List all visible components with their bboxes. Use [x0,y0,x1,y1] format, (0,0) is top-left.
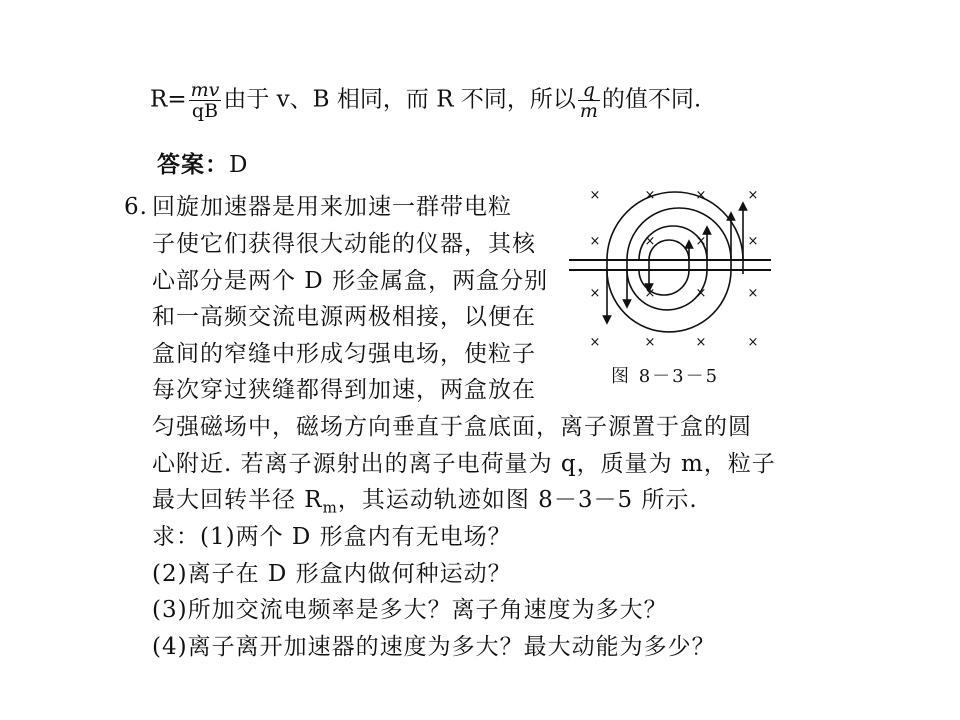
fraction-denominator: m [579,100,598,122]
problem-line [152,485,698,523]
field-mark: × [644,335,656,350]
problem-line: 匀强磁场中，磁场方向垂直于盒底面，离子源置于盒的圆 [152,414,752,440]
field-mark: × [644,286,656,301]
field-mark: × [589,234,601,249]
fraction-numerator: mv [190,79,220,101]
problem-line: 每次穿过狭缝都得到加速，两盒放在 [152,377,536,403]
formula-text-mid: 由于 v、B 相同，而 R 不同，所以 [223,86,576,113]
rm-subscript: m [322,498,338,517]
fraction-denominator: qB [189,100,222,121]
field-mark: × [589,188,601,203]
field-mark: × [747,335,759,350]
question-2: (2)离子在 D 形盒内做何种运动？ [152,561,512,587]
answer-value: D [229,152,249,178]
cyclotron-diagram [565,184,775,384]
figure-caption: 图 8－3－5 [611,366,720,387]
formula-text-end: 的值不同. [601,86,702,113]
field-mark: × [589,335,601,350]
fraction-q-over-m [578,80,600,121]
problem-line: 子使它们获得很大动能的仪器，其核 [152,231,536,257]
problem-line: 和一高频交流电源两极相接，以便在 [152,304,536,330]
field-mark: × [644,188,656,203]
formula-lhs: R= [150,86,187,113]
problem-number: 6. [124,194,148,220]
problem-line-part: 最大回转半径 R [152,487,323,513]
field-mark: × [695,286,707,301]
formula-line [150,80,701,130]
problem-line: 回旋加速器是用来加速一群带电粒 [152,194,512,220]
problem-line-part: ，其运动轨迹如图 8－3－5 所示. [337,487,698,513]
problem-line: 盒间的窄缝中形成匀强电场，使粒子 [152,341,536,367]
problem-line: 心部分是两个 D 形金属盒，两盒分别 [152,268,549,294]
field-mark: × [589,286,601,301]
answer-label: 答案： [157,151,229,178]
fraction-numerator: q [582,79,595,101]
fraction-mv-over-qb [189,80,222,121]
field-mark: × [695,335,707,350]
field-mark: × [695,188,707,203]
field-mark: × [644,234,656,249]
field-mark: × [747,234,759,249]
question-4: (4)离子离开加速器的速度为多大？最大动能为多少？ [152,634,716,660]
field-mark: × [695,234,707,249]
problem-line: 心附近. 若离子源射出的离子电荷量为 q，质量为 m，粒子 [152,451,776,477]
question-1: 求：(1)两个 D 形盒内有无电场？ [152,524,512,550]
field-mark: × [747,188,759,203]
field-mark: × [747,286,759,301]
question-3: (3)所加交流电频率是多大？离子角速度为多大？ [152,597,668,623]
answer-line [157,150,248,180]
